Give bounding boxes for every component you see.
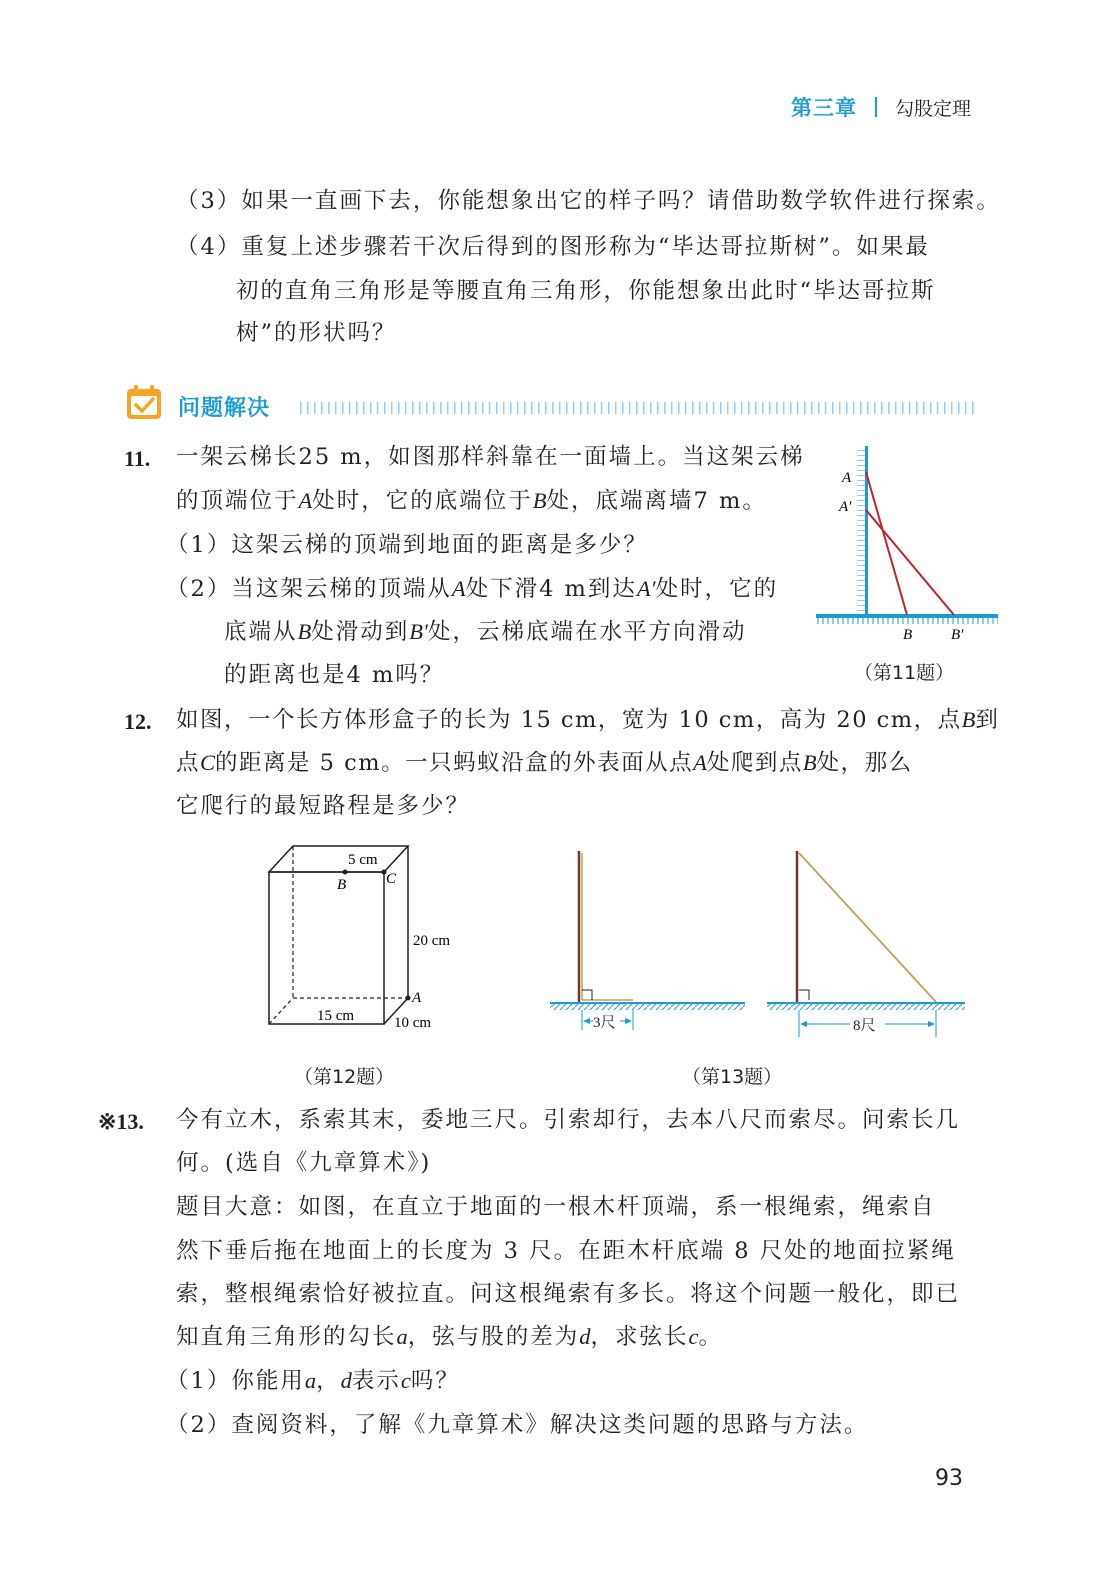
label-C: C [386, 871, 397, 887]
ground-left-hatch [550, 1004, 745, 1010]
label-8chi: 8尺 [853, 1018, 876, 1034]
q11-part2-line2: 底端从B处滑动到B′处，云梯底端在水平方向滑动 [224, 619, 747, 645]
q13-part2: （2）查阅资料，了解《九章算术》解决这类问题的思路与方法。 [166, 1412, 869, 1438]
q12-line2: 点C的距离是 5 cm。一只蚂蚁沿盒的外表面从点A处爬到点B处，那么 [176, 750, 913, 776]
label-B: B [903, 627, 913, 643]
q12-box-figure [260, 838, 480, 1038]
q11-part2-line1: （2）当这架云梯的顶端从A处下滑4 m到达A′处时，它的 [166, 576, 779, 602]
hidden-edge-diagonal [269, 998, 293, 1024]
q12-number: 12. [124, 709, 152, 734]
section-dotted-rule [300, 402, 974, 414]
q13-line6: 知直角三角形的勾长a，弦与股的差为d，求弦长c。 [176, 1324, 724, 1350]
q13-caption: （第13题） [682, 1066, 783, 1088]
q10-item4-line3: 树”的形状吗？ [236, 320, 397, 346]
box-top-face [269, 846, 408, 872]
q13-line4: 然下垂后拖在地面上的长度为 3 尺。在距木杆底端 8 尺处的地面拉紧绳 [176, 1238, 956, 1264]
label-length: 15 cm [317, 1008, 355, 1024]
ground-right-hatch [767, 1004, 965, 1010]
label-width: 10 cm [394, 1015, 432, 1031]
label-B-prime: B′ [951, 627, 964, 643]
q12-line3: 它爬行的最短路程是多少？ [176, 793, 471, 819]
q12-line1: 如图，一个长方体形盒子的长为 15 cm，宽为 10 cm，高为 20 cm，点B到 [176, 707, 1000, 733]
box-front-face [269, 872, 384, 1024]
point-A [406, 996, 411, 1001]
q13-line5: 索，整根绳索恰好被拉直。问这根绳索有多长。将这个问题一般化，即已 [176, 1281, 961, 1307]
ladder-position-2 [866, 510, 954, 615]
dim-right-arrow2 [928, 1021, 935, 1027]
q11-ladder-figure [812, 440, 1002, 650]
checklist-icon [126, 384, 162, 420]
q10-item4-line1: （4）重复上述步骤若干次后得到的图形称为“毕达哥拉斯树”。如果最 [176, 234, 930, 260]
q11-caption: （第11题） [854, 662, 955, 684]
q11-number: 11. [124, 446, 151, 471]
chapter-title: 勾股定理 [894, 97, 971, 120]
q13-line1: 今有立木，系索其末，委地三尺。引索却行，去本八尺而索尽。问索长几 [176, 1107, 961, 1133]
wall [865, 446, 868, 617]
q13-part1: （1）你能用a，d表示c吗？ [166, 1368, 460, 1394]
q11-part1: （1）这架云梯的顶端到地面的距离是多少？ [166, 532, 648, 558]
q13-rope-figure [545, 845, 970, 1040]
q13-line2: 何。(选自《九章算术》) [176, 1150, 432, 1176]
header-divider [875, 97, 877, 117]
section-heading [126, 384, 974, 426]
label-bc: 5 cm [348, 852, 378, 868]
q12-caption: （第12题） [294, 1066, 395, 1088]
running-header [791, 92, 971, 122]
q13-line3: 题目大意：如图，在直立于地面的一根木杆顶端，系一根绳索，绳索自 [176, 1194, 936, 1220]
q10-item4-line2: 初的直角三角形是等腰直角三角形，你能想象出此时“毕达哥拉斯 [236, 278, 936, 304]
right-angle-right [799, 990, 809, 1000]
wall-hatch [857, 446, 865, 616]
q13-number: ※13. [98, 1109, 144, 1134]
rope-stretched [799, 853, 936, 1002]
page-number: 93 [935, 1466, 963, 1491]
label-A: A [412, 990, 422, 1006]
q11-line1: 一架云梯长25 m，如图那样斜靠在一面墙上。当这架云梯 [176, 444, 805, 470]
dim-left-arrow1 [583, 1018, 590, 1024]
dim-right-arrow1 [800, 1021, 807, 1027]
q10-item3: （3）如果一直画下去，你能想象出它的样子吗？请借助数学软件进行探索。 [176, 188, 1001, 214]
point-B [343, 870, 348, 875]
ground-hatch [816, 618, 998, 624]
chapter-label: 第三章 [790, 96, 857, 120]
ladder-position-1 [866, 472, 907, 615]
ground-left [550, 1002, 745, 1004]
dim-left-arrow2 [625, 1018, 632, 1024]
label-3chi: 3尺 [593, 1015, 616, 1031]
label-A: A [842, 470, 852, 486]
label-B: B [337, 877, 347, 893]
right-angle-left [582, 990, 592, 1000]
q11-part2-line3: 的距离也是4 m吗？ [224, 662, 445, 688]
label-height: 20 cm [413, 933, 451, 949]
section-title: 问题解决 [178, 396, 271, 421]
q11-line2: 的顶端位于A处时，它的底端位于B处，底端离墙7 m。 [176, 488, 767, 514]
label-A-prime: A′ [839, 499, 852, 515]
